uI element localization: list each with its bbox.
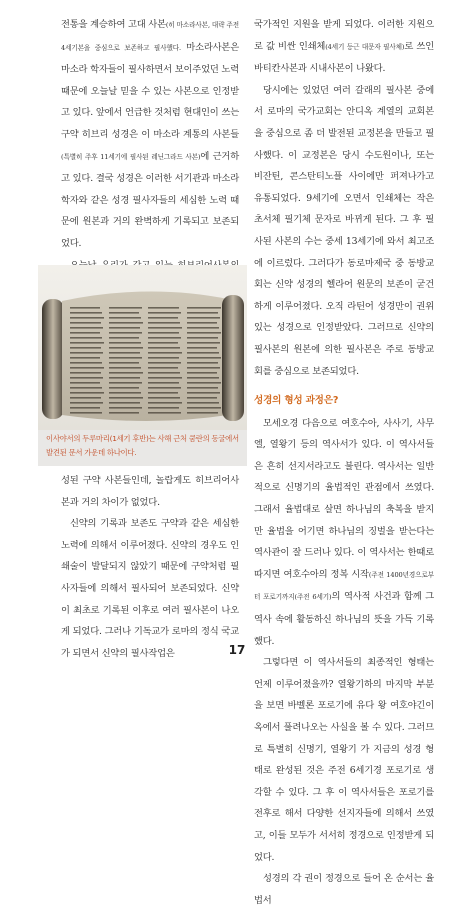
scroll-text-stroke xyxy=(109,377,140,379)
scroll-text-stroke xyxy=(148,387,181,389)
scroll-text-stroke xyxy=(148,377,182,379)
scroll-text-stroke xyxy=(187,362,218,364)
scroll-text-stroke xyxy=(148,312,181,314)
scroll-illustration xyxy=(38,265,247,430)
scroll-text-stroke xyxy=(109,357,142,359)
scroll-text-stroke xyxy=(187,367,220,369)
scroll-text-stroke xyxy=(148,407,179,409)
scroll-text-stroke xyxy=(109,392,141,394)
right-column xyxy=(254,14,434,911)
scroll-text-stroke xyxy=(70,347,101,349)
paragraph xyxy=(61,14,239,255)
scroll-text-stroke xyxy=(187,347,217,349)
text-run: 로 쓰인 바티칸사본과 시내사본이 나왔다. xyxy=(254,40,434,75)
scroll-text-stroke xyxy=(70,392,104,394)
scroll-text-stroke xyxy=(148,352,182,354)
isaiah-scroll-image xyxy=(38,265,247,430)
scroll-text-stroke xyxy=(187,312,218,314)
scroll-text-stroke xyxy=(148,327,182,329)
page-number: 17 xyxy=(228,643,246,657)
text-run: 의 역사적 사건과 함께 그 역사 속에 활동하신 하나님의 뜻을 가득 기록했다. xyxy=(254,591,434,647)
scroll-text-stroke xyxy=(109,352,140,354)
scroll-text-stroke xyxy=(187,337,218,339)
text-run: 국가적인 지원을 받게 되었다. 이러한 지원으로 값 비싼 인쇄체 xyxy=(254,19,434,52)
scroll-text-stroke xyxy=(148,332,179,334)
inline-note: (4세기 등근 대문자 필사체) xyxy=(325,42,405,51)
scroll-text-stroke xyxy=(187,397,217,399)
scroll-text-stroke xyxy=(70,367,104,369)
scroll-text-stroke xyxy=(70,372,101,374)
scroll-text-stroke xyxy=(148,342,178,344)
text-run: 모세오경 다음으로 여호수아, 사사기, 사무엘, 열왕기 등의 역사서가 있다. 이 역사서들은 흔히 선지서라고도 불린다. 역사서는 일반적으로 신명기의 율법적인 관점에서 쓰였다. 그래서 율법대로 살면 하나님의 축복을 받지만 율법을 어기면 하나님의 징벌을 받는다는 역사관이 잘 드러나 있다. 이 역사서는 한때로 따지면 여호수아의 정복 시작 xyxy=(254,417,434,580)
scroll-text-stroke xyxy=(70,327,103,329)
text-run: 마소라사본은 마소라 학자들이 필사하면서 보이주었던 노력 때문에 오늘날 믿을 수 있는 사본으로 인정받고 있다. 앞에서 언급한 것처럼 현대인이 쓰는 구약 히브리 성경은 이 마소라 계통의 사본들 xyxy=(61,41,239,140)
scroll-text-stroke xyxy=(70,317,104,319)
scroll-text-stroke xyxy=(109,402,140,404)
scroll-text-stroke xyxy=(187,317,220,319)
scroll-text-stroke xyxy=(148,347,180,349)
scroll-text-stroke xyxy=(70,362,102,364)
scroll-text-stroke xyxy=(187,412,218,414)
scroll-text-stroke xyxy=(109,407,142,409)
inline-note: (히 마소라사본, 대략 주전 4세기본을 중심으로 보존하고 필사했다. xyxy=(61,21,240,52)
scroll-text-stroke xyxy=(148,322,180,324)
scroll-text-stroke xyxy=(109,332,142,334)
scroll-text-stroke xyxy=(109,372,143,374)
scroll-text-stroke xyxy=(70,332,100,334)
scroll-text-stroke xyxy=(148,317,178,319)
scroll-text-stroke xyxy=(148,372,180,374)
scroll-text-stroke xyxy=(70,397,101,399)
scroll-text-stroke xyxy=(70,377,103,379)
scroll-text-stroke xyxy=(70,407,100,409)
scroll-text-stroke xyxy=(109,307,142,309)
scroll-text-stroke xyxy=(70,312,102,314)
inline-note: (특별히 주후 11세기에 필사된 레닌그라드 사본) xyxy=(61,152,201,161)
text-run: 그렇다면 이 역사서들의 최종적인 형태는 언제 이루어졌을까? 열왕기하의 마지막 부분을 보면 바벨론 포로기에 유다 왕 여호야긴이 옥에서 풀려나오는 사실을 볼 수 있다. 그러므로 특별히 신명기, 열왕기 가 지금의 성경 형태로 완성된 것은 주전 6세기경 포로기로 생각할 수 있다. 그 후 이 역사서들은 포로기를 전후로 해서 다양한 선지자들에 의해서 쓰였고, 이들 모두가 서서히 정경으로 인정받게 되었다. xyxy=(254,657,434,863)
scroll-text-stroke xyxy=(70,322,101,324)
right-column-top xyxy=(254,14,434,382)
scroll-text-stroke xyxy=(109,382,142,384)
paragraph xyxy=(254,80,434,382)
scroll-text-stroke xyxy=(109,387,139,389)
scroll-text-stroke xyxy=(109,397,143,399)
paragraph xyxy=(254,14,434,80)
scroll-text-stroke xyxy=(148,397,180,399)
paragraph xyxy=(254,413,434,653)
scroll-text-stroke xyxy=(187,327,219,329)
scroll-text-stroke xyxy=(70,357,100,359)
scroll-text-stroke xyxy=(109,317,141,319)
scroll-text-stroke xyxy=(70,352,103,354)
scroll-text-stroke xyxy=(187,357,221,359)
scroll-text-stroke xyxy=(148,362,181,364)
paragraph xyxy=(254,652,434,868)
scroll-text-stroke xyxy=(148,307,179,309)
text-run: 성경의 각 권이 정경으로 들어 온 순서는 율법서 xyxy=(254,873,434,906)
scroll-text-stroke xyxy=(187,402,219,404)
scroll-text-stroke xyxy=(148,367,178,369)
scroll-text-stroke xyxy=(187,392,220,394)
scroll-text-stroke xyxy=(70,337,102,339)
scroll-text-stroke xyxy=(109,312,139,314)
text-run: 신약의 기록과 보존도 구약과 같은 세심한 노력에 의해서 이루어졌다. 신약의 경우도 인쇄술이 발달되지 않았기 때문에 구약처럼 필사자들에 의해서 필사되어 보존되었다. 신약이 최초로 기록된 이후로 여러 필사본이 나오게 되었다. 그러나 기독교가 로마의 정식 국교가 되면서 신약의 필사작업은 xyxy=(61,518,239,659)
scroll-text-stroke xyxy=(109,327,140,329)
left-column-bottom xyxy=(61,470,239,664)
scroll-text-stroke xyxy=(70,412,102,414)
scroll-text-stroke xyxy=(70,387,102,389)
scroll-text-stroke xyxy=(187,382,221,384)
scroll-text-stroke xyxy=(148,357,179,359)
scroll-text-stroke xyxy=(148,402,182,404)
scroll-text-stroke xyxy=(187,342,220,344)
scroll-text-stroke xyxy=(109,367,141,369)
scroll-text-stroke xyxy=(109,337,139,339)
scroll-text-stroke xyxy=(148,337,181,339)
text-run: 에 근거하고 있다. 결국 성경은 이러한 서기관과 마소라 학자와 같은 성경 필사자들의 세심한 노력 때문에 원본과 거의 완벽하게 기록되고 보존되었다. xyxy=(61,150,239,249)
scroll-text-stroke xyxy=(70,382,100,384)
inline-note: (주전 6세기) xyxy=(294,593,332,602)
scroll-text-stroke xyxy=(187,352,219,354)
paragraph xyxy=(61,470,239,513)
scroll-text-stroke xyxy=(187,332,221,334)
text-run: 전통을 계승하여 고대 사본 xyxy=(61,19,166,30)
scroll-text-stroke xyxy=(148,412,181,414)
text-run: 당시에는 있었던 여러 갈래의 필사본 중에서 로마의 국가교회는 안디옥 계열의 교회본을 중심으로 좀 더 발전된 교정본을 만들고 필사했다. 이 교정본은 당시 수도원이나, 또는 비잔틴, 콘스탄티노플 사이에만 퍼져나가고 유통되었다. 9세기에 오면서 인쇄체는 작은 초서체 필기체 문자로 바뀌게 된다. 그 후 필사된 사본의 수는 중세 13세기에 와서 최고조에 이르렀다. 그러다가 동로마제국 중 동방교회는 신약 성경의 헬라어 원문의 보존이 굳건하게 이루어졌다. 오직 라틴어 성경만이 권위 있는 성경으로 인정받았다. 그러므로 신약의 필사본의 원본에 의한 필사본은 주로 동방교회를 중심으로 보존되었다. xyxy=(254,84,434,377)
figure-caption: 이사야서의 두루마리(1세기 후반)는 사해 근처 쿰란의 동굴에서 발견된 문서 가운데 하나이다. xyxy=(38,430,247,466)
scroll-text-stroke xyxy=(109,347,143,349)
scroll-text-stroke xyxy=(70,342,104,344)
scroll-text-stroke xyxy=(187,407,221,409)
right-column-bottom xyxy=(254,413,434,911)
scroll-text-stroke xyxy=(187,387,218,389)
scroll-text-stroke xyxy=(187,377,219,379)
scroll-text-stroke xyxy=(109,412,139,414)
scroll-text-stroke xyxy=(70,402,103,404)
section-heading: 성경의 형성 과정은? xyxy=(254,395,339,407)
paragraph xyxy=(254,868,434,911)
text-run: 성된 구약 사본들인데, 놀랍게도 히브리어사본과 거의 차이가 없었다. xyxy=(61,475,239,508)
inline-note: (주전 1400년경으로부터 포로기까지 xyxy=(254,570,434,602)
scroll-text-stroke xyxy=(109,322,143,324)
scroll-text-stroke xyxy=(187,307,221,309)
scroll-text-stroke xyxy=(70,307,100,309)
scroll-text-stroke xyxy=(109,342,141,344)
scroll-text-stroke xyxy=(148,382,179,384)
scroll-text-stroke xyxy=(187,372,217,374)
scroll-text-stroke xyxy=(187,322,217,324)
scroll-text-stroke xyxy=(148,392,178,394)
paragraph xyxy=(61,513,239,664)
scroll-text-stroke xyxy=(109,362,139,364)
